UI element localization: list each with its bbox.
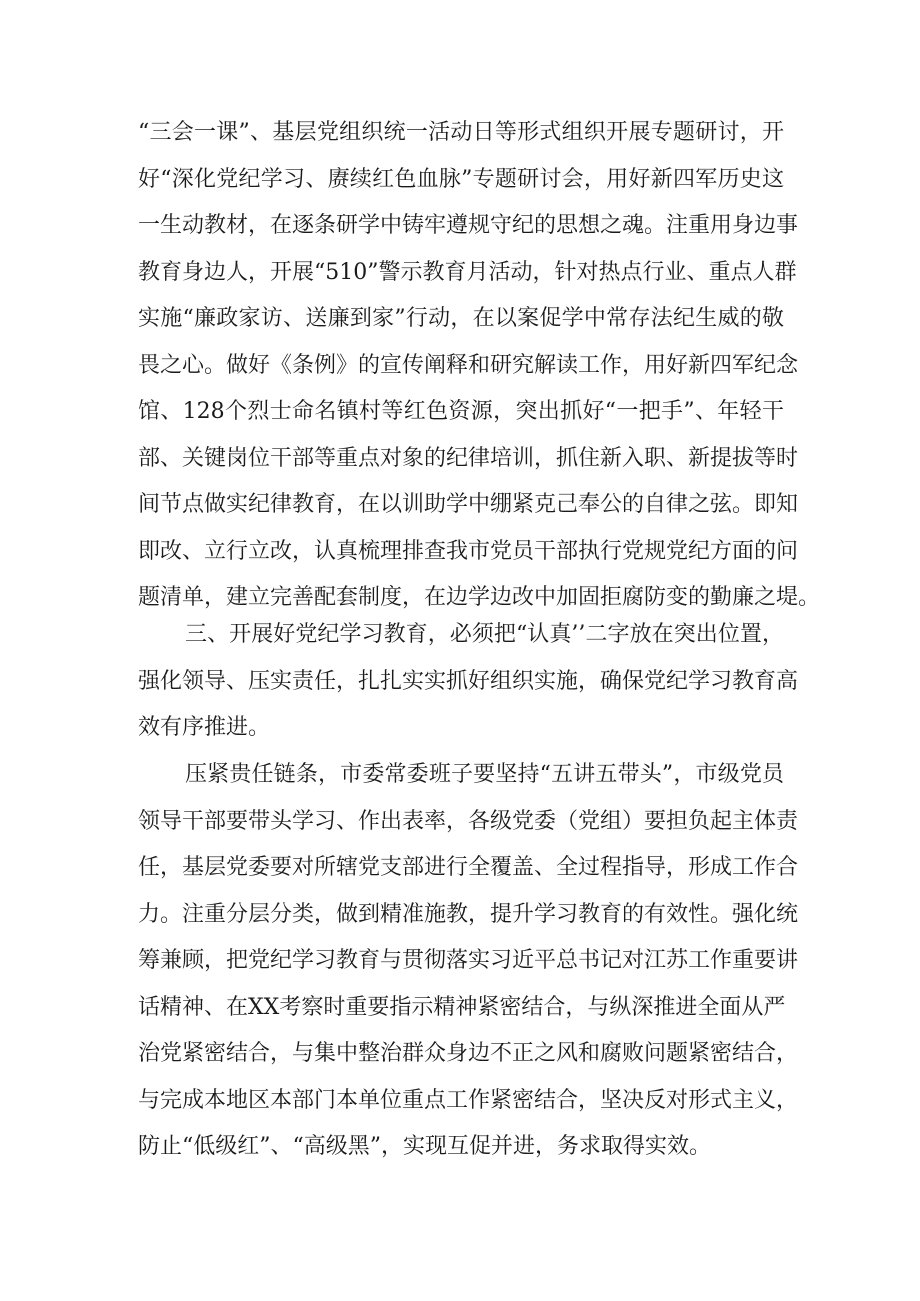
text-line: 效有序推进。 [138,715,271,740]
text-line: 话精神、在XX考察时重要指示精神紧密结合，与纵深推进全面从严 [138,994,786,1020]
text-line: 压紧贵任链条，市委常委班子要坚持“五讲五带头”，市级党员 [185,762,784,787]
text-line: 三、开展好党纪学习教育，必须把“认真’’二字放在突出位置， [185,622,784,647]
text-line: 防止“低级红”、“高级黑”，实现互促并进，务求取得实效。 [138,1134,711,1159]
text-line: 领导干部要带头学习、作出表率，各级党委（党组）要担负起主体责 [138,808,799,834]
text-line: 一生动教材，在逐条研学中铸牢遵规守纪的思想之魂。注重用身边事 [138,213,799,238]
text-line: 强化领导、压实责任，扎扎实实抓好组织实施，确保党纪学习教育高 [138,668,799,694]
text-line: 教育身边人，开展“510”警示教育月活动，针对热点行业、重点人群 [138,259,797,285]
text-line: 好“深化党纪学习、赓续红色血脉”专题研讨会，用好新四军历史这 [138,166,784,192]
text-line: 与完成本地区本部门本单位重点工作紧密结合，坚决反对形式主义， [138,1087,799,1113]
text-line: 筹兼顾，把党纪学习教育与贯彻落实习近平总书记对江苏工作重要讲 [138,948,799,973]
text-line: 实施“廉政家访、送廉到家”行动，在以案促学中常存法纪生威的敬 [138,306,784,331]
paragraph-continuation [138,110,821,622]
body-paragraph [138,752,799,1171]
text-line: 间节点做实纪律教育，在以训助学中绷紧克己奉公的自律之弦。即知 [138,492,799,517]
text-line: “三会一课”、基层党组织统一活动日等形式组织开展专题研讨，开 [138,120,784,145]
text-line: 任，基层党委要对所辖党支部进行全覆盖、全过程指导，形成工作合 [138,855,799,880]
text-line: 即改、立行立改，认真梳理排查我市党员干部执行党规党纪方面的问 [138,538,799,564]
text-line: 部、关键岗位干部等重点对象的纪律培训，抓住新入职、新提拔等时 [138,445,799,471]
text-line: 题清单，建立完善配套制度，在边学边改中加固拒腐防变的勤廉之堤。 [138,585,821,610]
text-line: 馆、128个烈士命名镇村等红色资源，突出抓好“一把手”、年轻干 [138,399,784,424]
section-heading-paragraph [138,612,799,752]
text-line: 治党紧密结合，与集中整治群众身边不正之风和腐败问题紧密结合， [138,1041,799,1066]
text-line: 力。注重分层分类，做到精准施教，提升学习教育的有效性。强化统 [138,901,799,927]
text-line: 畏之心。做好《条例》的宣传阐释和研究解读工作，用好新四军纪念 [138,352,799,378]
